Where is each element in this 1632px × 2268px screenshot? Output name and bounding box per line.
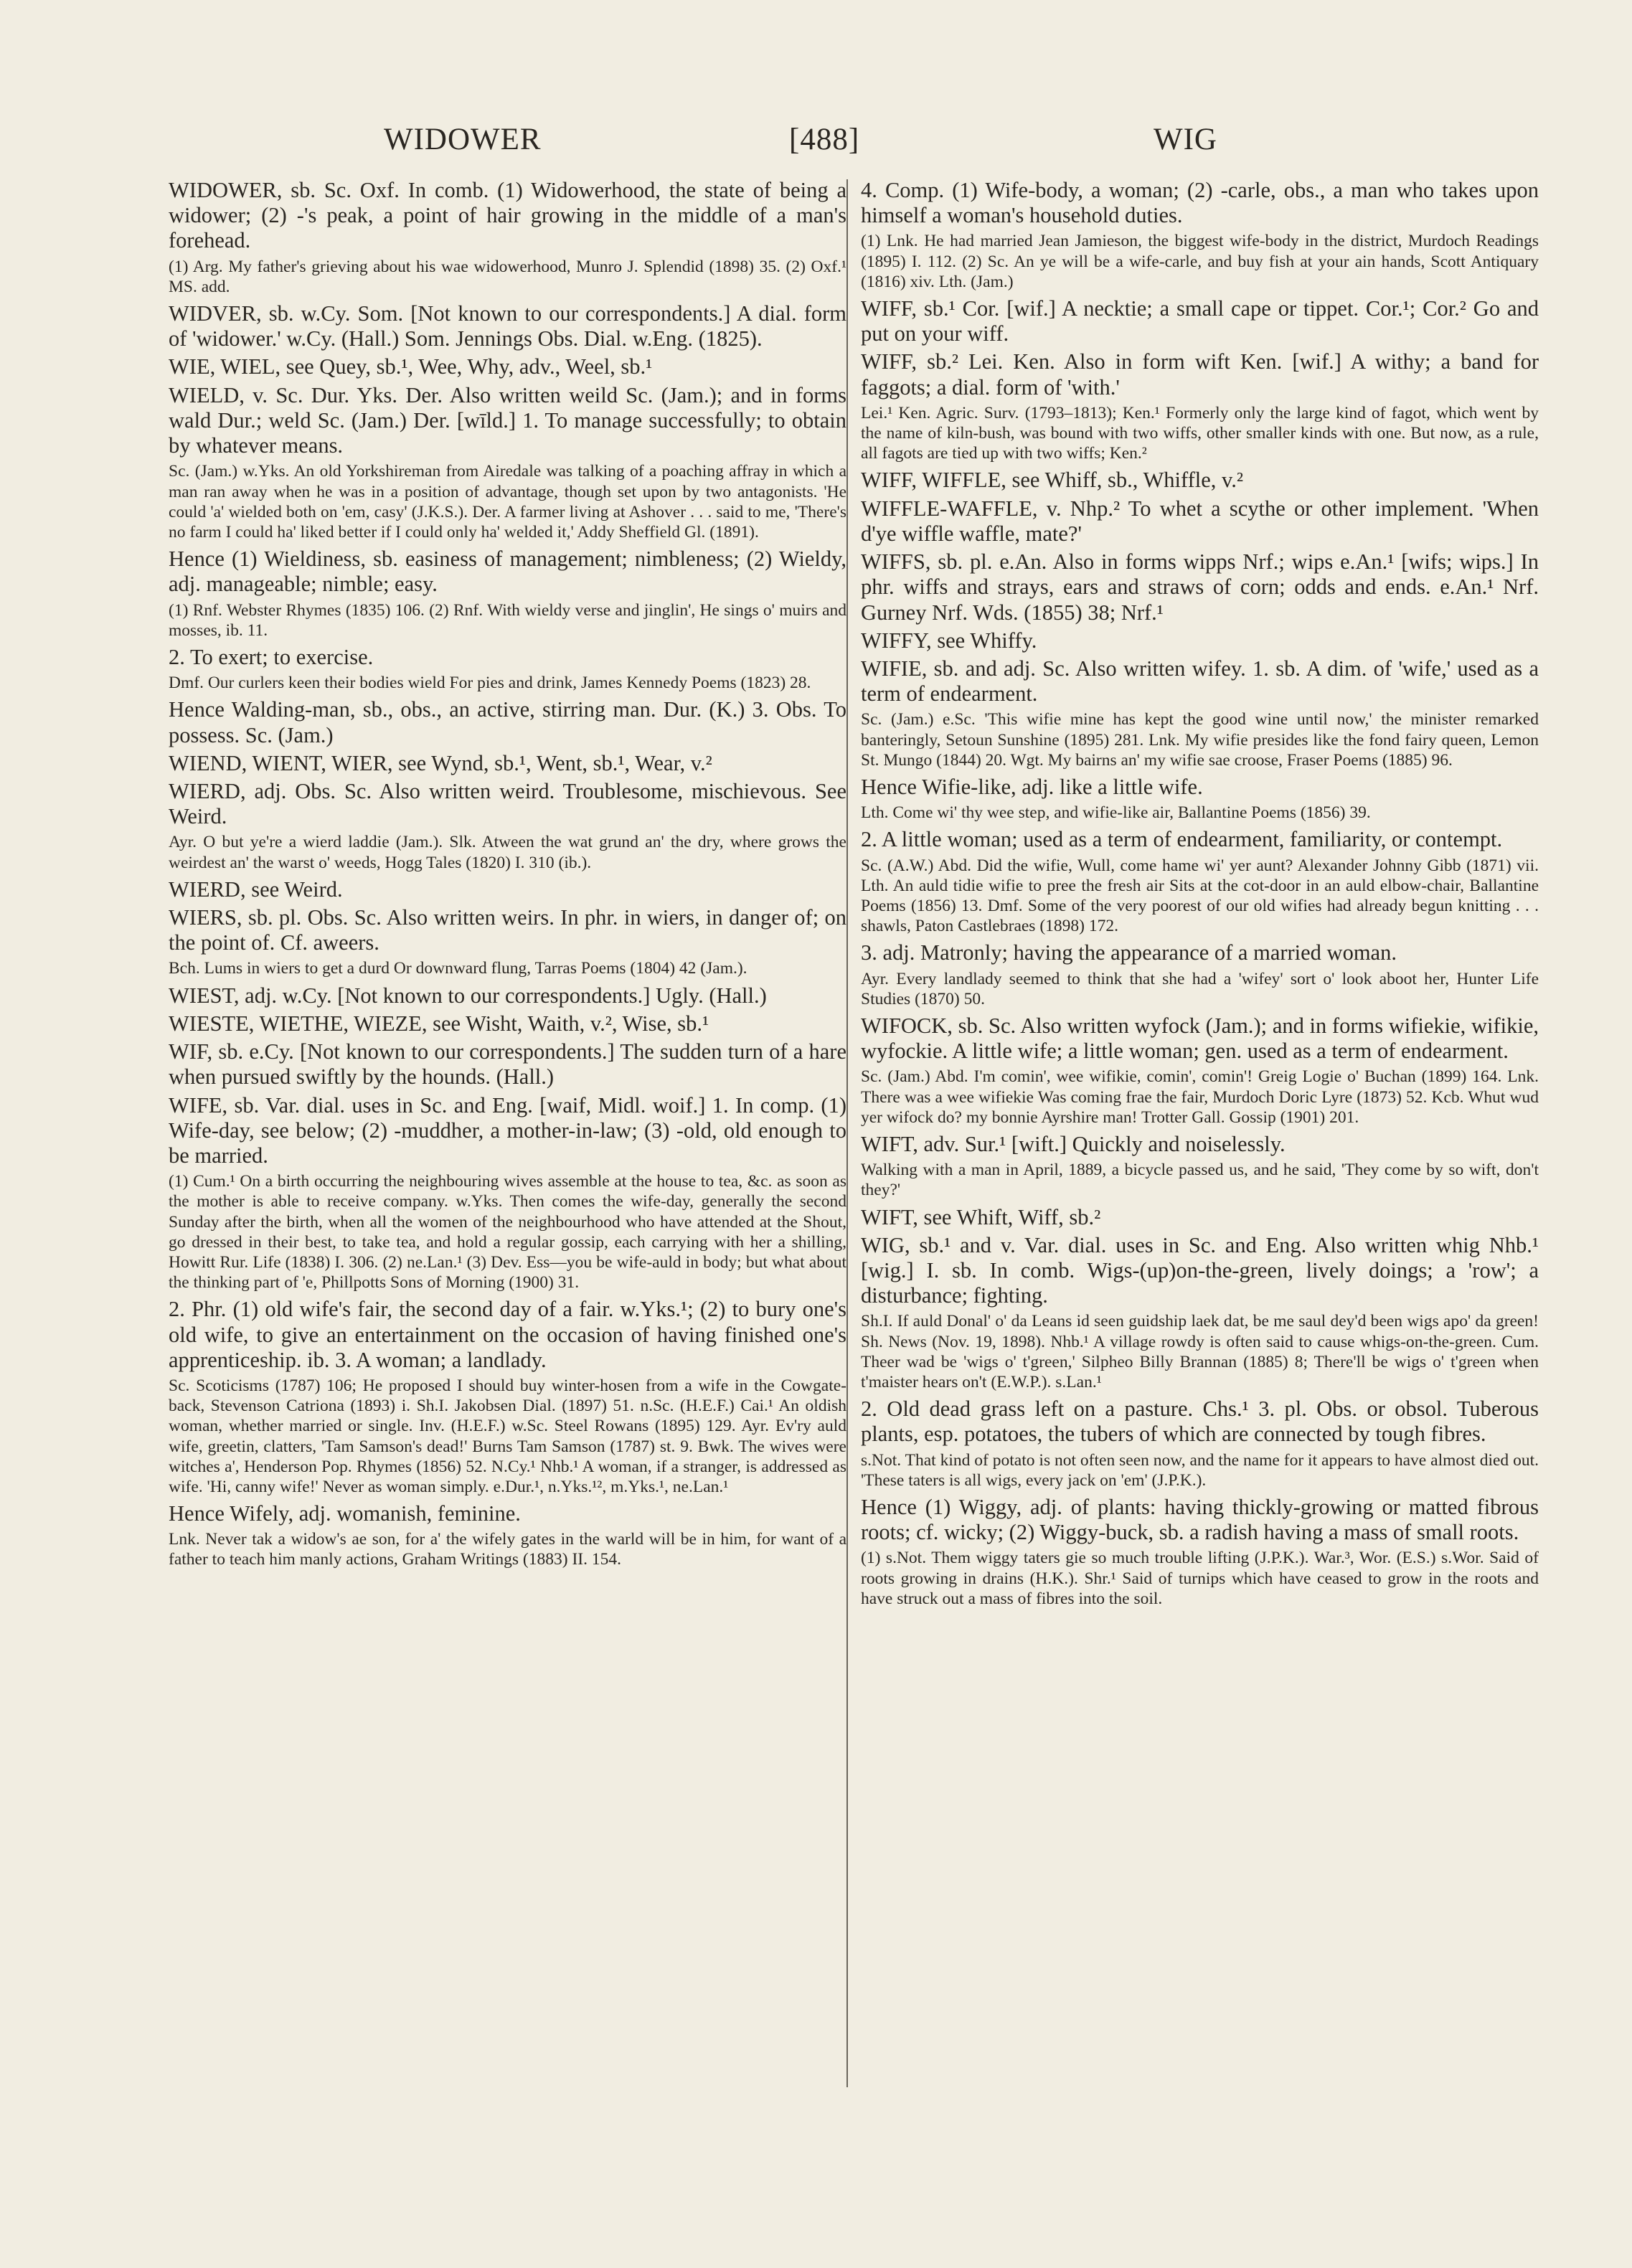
dictionary-entry: WIERD, see Weird.: [169, 877, 343, 902]
right-column: [861, 178, 1539, 1613]
column-divider: [846, 179, 848, 2087]
header-left-headword: WIDOWER: [384, 123, 542, 156]
dictionary-entry: WIFIE, sb. and adj. Sc. Also written wifey. 1. sb. A dim. of 'wife,' used as a term of endearment.: [861, 656, 1539, 707]
citation-quote: Lei.¹ Ken. Agric. Surv. (1793–1813); Ken.¹ Formerly only the large kind of fagot, which went by the name of kiln-bush, was bound with two wiffs, other smaller kinds with one. But now, as a rule, all fagots are tied up with two wiffs; Ken.²: [861, 403, 1539, 463]
dictionary-entry: WIFFY, see Whiffy.: [861, 628, 1037, 653]
citation-quote: Ayr. O but ye're a wierd laddie (Jam.). Slk. Atween the wat grund an' the dry, where grows the weirdest an' the warst o' weeds, Hogg Tales (1820) I. 310 (ib.).: [169, 833, 846, 872]
dictionary-entry: 2. To exert; to exercise.: [169, 644, 374, 669]
citation-quote: Ayr. Every landlady seemed to think that she had a 'wifey' sort o' look aboot her, Hunter Life Studies (1870) 50.: [861, 969, 1539, 1008]
dictionary-entry: WIFT, see Whift, Wiff, sb.²: [861, 1204, 1101, 1229]
citation-quote: (1) s.Not. Them wiggy taters gie so much trouble lifting (J.P.K.). War.³, Wor. (E.S.) s.Wor. Said of roots growing in drains (H.K.). Shr.¹ Said of turnips which have ceased to grow in the roots and have struck out a mass of fibres into the soil.: [861, 1549, 1539, 1608]
dictionary-entry: WIG, sb.¹ and v. Var. dial. uses in Sc. and Eng. Also written whig Nhb.¹ [wig.] I. sb. In comb. Wigs-(up)on-the-green, lively doings; a 'row'; a disturbance; fighting.: [861, 1232, 1539, 1308]
dictionary-entry: WIFF, sb.² Lei. Ken. Also in form wift Ken. [wif.] A withy; a band for faggots; a dial. form of 'with.': [861, 349, 1539, 400]
citation-quote: Lnk. Never tak a widow's ae son, for a' the wifely gates in the warld will be in him, for want of a father to teach him manly actions, Graham Writings (1883) II. 154.: [169, 1530, 846, 1569]
citation-quote: Sc. Scoticisms (1787) 106; He proposed I should buy winter-hosen from a wife in the Cowgate-back, Stevenson Catriona (1893) i. Sh.I. Jakobsen Dial. (1897) 51. n.Sc. (H.E.F.) Cai.¹ An oldish woman, whether married or single. Inv. (H.E.F.) w.Sc. Steel Rowans (1895) 129. Ayr. Ev'ry auld wife, greetin, clatters, 'Tam Samson's dead!' Burns Tam Samson (1787) st. 9. Bwk. The wives were witches a', Henderson Pop. Rhymes (1856) 52. N.Cy.¹ Nhb.¹ A woman, if a stranger, is addressed as wife. 'Hi, canny wife!' Never as woman simply. e.Dur.¹, n.Yks.¹², m.Yks.¹, ne.Lan.¹: [169, 1376, 846, 1496]
dictionary-entry: WIEND, WIENT, WIER, see Wynd, sb.¹, Went, sb.¹, Wear, v.²: [169, 750, 712, 775]
dictionary-entry: Hence Walding-man, sb., obs., an active, stirring man. Dur. (K.) 3. Obs. To possess. Sc. (Jam.): [169, 697, 846, 747]
page-number: [488]: [789, 123, 860, 156]
citation-quote: (1) Lnk. He had married Jean Jamieson, the biggest wife-body in the district, Murdoch Readings (1895) I. 112. (2) Sc. An ye will be a wife-carle, and buy fish at your ain hands, Scott Antiquary (1816) xiv. Lth. (Jam.): [861, 232, 1539, 291]
citation-quote: Sc. (Jam.) Abd. I'm comin', wee wifikie, comin', comin'! Greig Logie o' Buchan (1899) 164. Lnk. There was a wee wifiekie Was coming frae the fair, Murdoch Doric Lyre (1873) 52. Kcb. Whut wud yer wifock do? my bonnie Ayrshire man! Trotter Gall. Gossip (1901) 201.: [861, 1067, 1539, 1127]
citation-quote: (1) Rnf. Webster Rhymes (1835) 106. (2) Rnf. With wieldy verse and jinglin', He sings o' muirs and mosses, ib. 11.: [169, 600, 846, 640]
dictionary-entry: WIE, WIEL, see Quey, sb.¹, Wee, Why, adv., Weel, sb.¹: [169, 354, 653, 379]
dictionary-entry: WIFF, WIFFLE, see Whiff, sb., Whiffle, v.²: [861, 468, 1244, 493]
dictionary-entry: WIFE, sb. Var. dial. uses in Sc. and Eng. [waif, Midl. woif.] 1. In comp. (1) Wife-day, see below; (2) -muddher, a mother-in-law; (3) -old, old enough to be married.: [169, 1092, 846, 1168]
dictionary-entry: Hence (1) Wieldiness, sb. easiness of management; nimbleness; (2) Wieldy, adj. manageable; nimble; easy.: [169, 547, 846, 597]
dictionary-entry: WIFFS, sb. pl. e.An. Also in forms wipps Nrf.; wips e.An.¹ [wifs; wips.] In phr. wiffs and strays, ears and straws of corn; odds and ends. e.An.¹ Nrf. Gurney Nrf. Wds. (1855) 38; Nrf.¹: [861, 549, 1539, 625]
dictionary-entry: WIELD, v. Sc. Dur. Yks. Der. Also written weild Sc. (Jam.); and in forms wald Dur.; weld Sc. (Jam.) Der. [wīld.] 1. To manage successfully; to obtain by whatever means.: [169, 382, 846, 458]
dictionary-entry: WIDOWER, sb. Sc. Oxf. In comb. (1) Widowerhood, the state of being a widower; (2) -'s peak, a point of hair growing in the middle of a man's forehead.: [169, 178, 846, 253]
page-header: [0, 122, 1632, 165]
citation-quote: (1) Arg. My father's grieving about his wae widowerhood, Munro J. Splendid (1898) 35. (2) Oxf.¹ MS. add.: [169, 257, 846, 296]
dictionary-entry: WIESTE, WIETHE, WIEZE, see Wisht, Waith, v.², Wise, sb.¹: [169, 1011, 709, 1036]
dictionary-entry: WIFFLE-WAFFLE, v. Nhp.² To whet a scythe or other implement. 'When d'ye wiffle waffle, mate?': [861, 496, 1539, 546]
dictionary-entry: WIEST, adj. w.Cy. [Not known to our correspondents.] Ugly. (Hall.): [169, 983, 767, 1008]
dictionary-entry: 3. adj. Matronly; having the appearance of a married woman.: [861, 940, 1397, 965]
citation-quote: Sc. (Jam.) w.Yks. An old Yorkshireman from Airedale was talking of a poaching affray in which a man ran away when he was in a position of advantage, though set upon by two antagonists. 'He could 'a' wielded both on 'em, casy' (J.K.S.). Der. A farmer living at Ashover . . . said to me, 'There's no farm I could ha' liked better if I could only ha' welded it,' Addy Sheffield Gl. (1891).: [169, 462, 846, 542]
dictionary-entry: Hence (1) Wiggy, adj. of plants: having thickly-growing or matted fibrous roots; cf. wicky; (2) Wiggy-buck, sb. a radish having a mass of small roots.: [861, 1494, 1539, 1545]
citation-quote: s.Not. That kind of potato is not often seen now, and the name for it appears to have almost died out. 'These taters is all wigs, every jack on 'em' (J.P.K.).: [861, 1450, 1539, 1490]
citation-quote: Bch. Lums in wiers to get a durd Or downward flung, Tarras Poems (1804) 42 (Jam.).: [169, 959, 747, 978]
citation-quote: (1) Cum.¹ On a birth occurring the neighbouring wives assemble at the house to tea, &c. as soon as the mother is able to receive company. w.Yks. Then comes the wife-day, generally the second Sunday after the birth, when all the women of the neighbourhood who have attended at the Shout, go dressed in their best, to take tea, and hold a regular gossip, each carrying with her a shilling, Howitt Rur. Life (1838) I. 306. (2) ne.Lan.¹ (3) Dev. Ess—you be wife-auld in body; but what about the thinking part of 'e, Phillpotts Sons of Morning (1900) 31.: [169, 1172, 846, 1293]
citation-quote: Lth. Come wi' thy wee step, and wifie-like air, Ballantine Poems (1856) 39.: [861, 803, 1371, 823]
dictionary-entry: WIF, sb. e.Cy. [Not known to our correspondents.] The sudden turn of a hare when pursued swiftly by the hounds. (Hall.): [169, 1039, 846, 1090]
dictionary-entry: 4. Comp. (1) Wife-body, a woman; (2) -carle, obs., a man who takes upon himself a woman's household duties.: [861, 178, 1539, 228]
citation-quote: Dmf. Our curlers keen their bodies wield For pies and drink, James Kennedy Poems (1823) 28.: [169, 674, 811, 693]
dictionary-entry: 2. A little woman; used as a term of endearment, familiarity, or contempt.: [861, 827, 1503, 852]
dictionary-entry: WIERD, adj. Obs. Sc. Also written weird. Troublesome, mischievous. See Weird.: [169, 778, 846, 829]
citation-quote: Sc. (A.W.) Abd. Did the wifie, Wull, come hame wi' yer aunt? Alexander Johnny Gibb (1871) vii. Lth. An auld tidie wifie to pree the fresh air Sits at the cot-door in an auld elbow-chair, Ballantine Poems (1856) 13. Dmf. Some of the very poorest of our old wifies had already begun knitting . . . shawls, Paton Castlebraes (1898) 172.: [861, 856, 1539, 936]
dictionary-entry: 2. Old dead grass left on a pasture. Chs.¹ 3. pl. Obs. or obsol. Tuberous plants, esp. potatoes, the tubers of which are connected by tough fibres.: [861, 1397, 1539, 1447]
dictionary-entry: 2. Phr. (1) old wife's fair, the second day of a fair. w.Yks.¹; (2) to bury one's old wife, to give an entertainment on the occasion of having finished one's apprenticeship. ib. 3. A woman; a landlady.: [169, 1297, 846, 1372]
dictionary-entry: Hence Wifely, adj. womanish, feminine.: [169, 1501, 521, 1526]
dictionary-entry: WIDVER, sb. w.Cy. Som. [Not known to our correspondents.] A dial. form of 'widower.' w.Cy. (Hall.) Som. Jennings Obs. Dial. w.Eng. (1825).: [169, 301, 846, 351]
dictionary-entry: WIERS, sb. pl. Obs. Sc. Also written weirs. In phr. in wiers, in danger of; on the point of. Cf. aweers.: [169, 905, 846, 955]
dictionary-entry: WIFOCK, sb. Sc. Also written wyfock (Jam.); and in forms wifiekie, wifikie, wyfockie. A little wife; a little woman; gen. used as a term of endearment.: [861, 1013, 1539, 1064]
dictionary-entry: Hence Wifie-like, adj. like a little wife.: [861, 774, 1203, 799]
citation-quote: Sh.I. If auld Donal' o' da Leans id seen guidship laek dat, be me saul dey'd been wigs apo' da green! Sh. News (Nov. 19, 1898). Nhb.¹ A village rowdy is often said to cause whigs-on-the-green. Cum. Theer wad be 'wigs o' t'green,' Silpheo Billy Brannan (1885) 8; There'll be wigs o' t'green when t'maister hears on't (E.W.P.). s.Lan.¹: [861, 1312, 1539, 1391]
dictionary-entry: WIFT, adv. Sur.¹ [wift.] Quickly and noiselessly.: [861, 1131, 1286, 1156]
left-column: [169, 178, 846, 1574]
citation-quote: Walking with a man in April, 1889, a bicycle passed us, and he said, 'They come by so wift, don't they?': [861, 1161, 1539, 1200]
citation-quote: Sc. (Jam.) e.Sc. 'This wifie mine has kept the good wine until now,' the minister remarked banteringly, Setoun Sunshine (1895) 281. Lnk. My wifie presides like the fond fairy queen, Lemon St. Mungo (1844) 20. Wgt. My bairns an' my wifie sae croose, Fraser Poems (1885) 96.: [861, 710, 1539, 770]
header-right-headword: WIG: [1154, 123, 1217, 156]
dictionary-entry: WIFF, sb.¹ Cor. [wif.] A necktie; a small cape or tippet. Cor.¹; Cor.² Go and put on your wiff.: [861, 296, 1539, 346]
